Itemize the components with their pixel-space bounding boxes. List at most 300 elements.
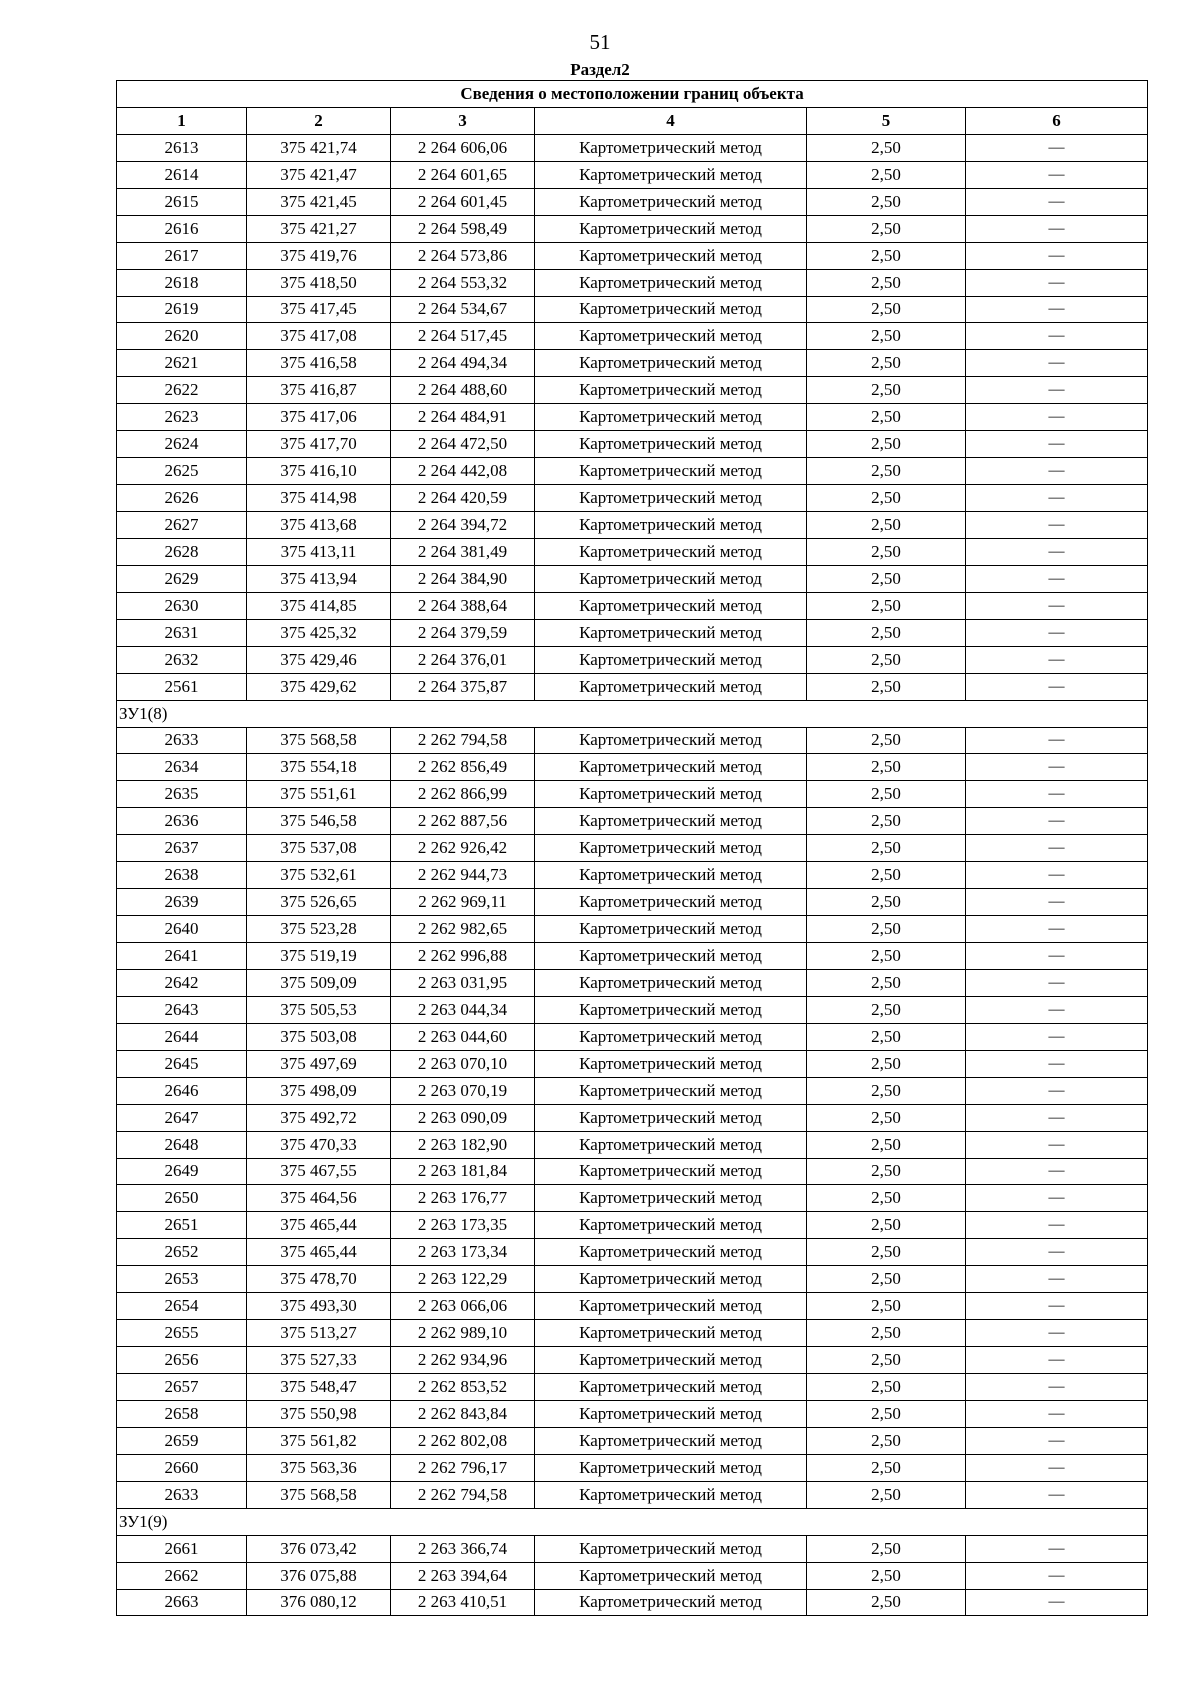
- description-cell: —: [966, 1535, 1148, 1562]
- y-coordinate-cell: 2 263 066,06: [391, 1293, 535, 1320]
- method-cell: Картометрический метод: [535, 1293, 807, 1320]
- description-cell: —: [966, 296, 1148, 323]
- x-coordinate-cell: 376 080,12: [247, 1589, 391, 1616]
- method-cell: Картометрический метод: [535, 350, 807, 377]
- accuracy-cell: 2,50: [807, 1562, 966, 1589]
- table-row: [117, 431, 1148, 458]
- description-cell: —: [966, 1589, 1148, 1616]
- table-row: [117, 350, 1148, 377]
- description-cell: —: [966, 862, 1148, 889]
- table-row: [117, 538, 1148, 565]
- table-row: [117, 808, 1148, 835]
- table-row: [117, 485, 1148, 512]
- accuracy-cell: 2,50: [807, 1400, 966, 1427]
- x-coordinate-cell: 375 421,27: [247, 215, 391, 242]
- method-cell: Картометрический метод: [535, 565, 807, 592]
- point-number-cell: 2617: [117, 242, 247, 269]
- method-cell: Картометрический метод: [535, 404, 807, 431]
- y-coordinate-cell: 2 263 366,74: [391, 1535, 535, 1562]
- y-coordinate-cell: 2 264 484,91: [391, 404, 535, 431]
- table-row: [117, 1050, 1148, 1077]
- table-row: [117, 727, 1148, 754]
- description-cell: —: [966, 1562, 1148, 1589]
- description-cell: —: [966, 1454, 1148, 1481]
- point-number-cell: 2653: [117, 1266, 247, 1293]
- point-number-cell: 2644: [117, 1023, 247, 1050]
- description-cell: —: [966, 1347, 1148, 1374]
- description-cell: —: [966, 754, 1148, 781]
- method-cell: Картометрический метод: [535, 1158, 807, 1185]
- description-cell: —: [966, 619, 1148, 646]
- y-coordinate-cell: 2 262 944,73: [391, 862, 535, 889]
- description-cell: —: [966, 1158, 1148, 1185]
- point-number-cell: 2620: [117, 323, 247, 350]
- table-row: [117, 134, 1148, 161]
- y-coordinate-cell: 2 264 553,32: [391, 269, 535, 296]
- y-coordinate-cell: 2 263 044,34: [391, 996, 535, 1023]
- x-coordinate-cell: 375 509,09: [247, 969, 391, 996]
- x-coordinate-cell: 375 492,72: [247, 1104, 391, 1131]
- method-cell: Картометрический метод: [535, 862, 807, 889]
- y-coordinate-cell: 2 262 996,88: [391, 943, 535, 970]
- point-number-cell: 2650: [117, 1185, 247, 1212]
- table-row: [117, 835, 1148, 862]
- y-coordinate-cell: 2 263 122,29: [391, 1266, 535, 1293]
- description-cell: —: [966, 1374, 1148, 1401]
- accuracy-cell: 2,50: [807, 592, 966, 619]
- x-coordinate-cell: 375 464,56: [247, 1185, 391, 1212]
- y-coordinate-cell: 2 264 601,45: [391, 188, 535, 215]
- accuracy-cell: 2,50: [807, 916, 966, 943]
- x-coordinate-cell: 375 416,58: [247, 350, 391, 377]
- table-row: [117, 458, 1148, 485]
- method-cell: Картометрический метод: [535, 619, 807, 646]
- description-cell: —: [966, 916, 1148, 943]
- point-number-cell: 2659: [117, 1427, 247, 1454]
- table-row: [117, 646, 1148, 673]
- x-coordinate-cell: 375 414,85: [247, 592, 391, 619]
- description-cell: —: [966, 889, 1148, 916]
- x-coordinate-cell: 375 513,27: [247, 1320, 391, 1347]
- point-number-cell: 2654: [117, 1293, 247, 1320]
- accuracy-cell: 2,50: [807, 565, 966, 592]
- table-row: [117, 296, 1148, 323]
- accuracy-cell: 2,50: [807, 1535, 966, 1562]
- table-row: [117, 1535, 1148, 1562]
- accuracy-cell: 2,50: [807, 996, 966, 1023]
- y-coordinate-cell: 2 262 866,99: [391, 781, 535, 808]
- description-cell: —: [966, 673, 1148, 700]
- method-cell: Картометрический метод: [535, 754, 807, 781]
- table-row: [117, 943, 1148, 970]
- description-cell: —: [966, 323, 1148, 350]
- description-cell: —: [966, 1050, 1148, 1077]
- point-number-cell: 2657: [117, 1374, 247, 1401]
- table-caption-row: [117, 81, 1148, 108]
- section-title: Раздел2: [570, 60, 630, 79]
- x-coordinate-cell: 375 548,47: [247, 1374, 391, 1401]
- x-coordinate-cell: 375 416,87: [247, 377, 391, 404]
- description-cell: —: [966, 969, 1148, 996]
- description-cell: —: [966, 781, 1148, 808]
- table-row: [117, 1293, 1148, 1320]
- y-coordinate-cell: 2 264 573,86: [391, 242, 535, 269]
- description-cell: —: [966, 538, 1148, 565]
- accuracy-cell: 2,50: [807, 1185, 966, 1212]
- y-coordinate-cell: 2 264 394,72: [391, 512, 535, 539]
- table-row: [117, 754, 1148, 781]
- method-cell: Картометрический метод: [535, 1266, 807, 1293]
- table-row: [117, 1481, 1148, 1508]
- x-coordinate-cell: 375 413,68: [247, 512, 391, 539]
- x-coordinate-cell: 375 417,06: [247, 404, 391, 431]
- point-number-cell: 2628: [117, 538, 247, 565]
- accuracy-cell: 2,50: [807, 1454, 966, 1481]
- method-cell: Картометрический метод: [535, 1212, 807, 1239]
- accuracy-cell: 2,50: [807, 1104, 966, 1131]
- point-number-cell: 2639: [117, 889, 247, 916]
- method-cell: Картометрический метод: [535, 1400, 807, 1427]
- accuracy-cell: 2,50: [807, 1266, 966, 1293]
- point-number-cell: 2651: [117, 1212, 247, 1239]
- accuracy-cell: 2,50: [807, 1320, 966, 1347]
- y-coordinate-cell: 2 264 606,06: [391, 134, 535, 161]
- method-cell: Картометрический метод: [535, 835, 807, 862]
- table-row: [117, 242, 1148, 269]
- accuracy-cell: 2,50: [807, 1427, 966, 1454]
- accuracy-cell: 2,50: [807, 1239, 966, 1266]
- method-cell: Картометрический метод: [535, 781, 807, 808]
- description-cell: —: [966, 592, 1148, 619]
- table-caption: Сведения о местоположении границ объекта: [117, 81, 1148, 108]
- accuracy-cell: 2,50: [807, 943, 966, 970]
- table-row: [117, 781, 1148, 808]
- description-cell: —: [966, 943, 1148, 970]
- table-row: [117, 1454, 1148, 1481]
- table-row: [117, 161, 1148, 188]
- method-cell: Картометрический метод: [535, 1481, 807, 1508]
- method-cell: Картометрический метод: [535, 269, 807, 296]
- accuracy-cell: 2,50: [807, 188, 966, 215]
- description-cell: —: [966, 1212, 1148, 1239]
- point-number-cell: 2619: [117, 296, 247, 323]
- point-number-cell: 2613: [117, 134, 247, 161]
- accuracy-cell: 2,50: [807, 1158, 966, 1185]
- description-cell: —: [966, 134, 1148, 161]
- method-cell: Картометрический метод: [535, 646, 807, 673]
- y-coordinate-cell: 2 264 598,49: [391, 215, 535, 242]
- x-coordinate-cell: 375 526,65: [247, 889, 391, 916]
- method-cell: Картометрический метод: [535, 727, 807, 754]
- y-coordinate-cell: 2 263 070,19: [391, 1077, 535, 1104]
- x-coordinate-cell: 375 467,55: [247, 1158, 391, 1185]
- table-row: [117, 404, 1148, 431]
- x-coordinate-cell: 375 465,44: [247, 1239, 391, 1266]
- y-coordinate-cell: 2 263 044,60: [391, 1023, 535, 1050]
- point-number-cell: 2660: [117, 1454, 247, 1481]
- point-number-cell: 2634: [117, 754, 247, 781]
- table-row: [117, 377, 1148, 404]
- accuracy-cell: 2,50: [807, 1212, 966, 1239]
- point-number-cell: 2626: [117, 485, 247, 512]
- y-coordinate-cell: 2 263 410,51: [391, 1589, 535, 1616]
- y-coordinate-cell: 2 264 488,60: [391, 377, 535, 404]
- y-coordinate-cell: 2 262 843,84: [391, 1400, 535, 1427]
- point-number-cell: 2637: [117, 835, 247, 862]
- description-cell: —: [966, 269, 1148, 296]
- method-cell: Картометрический метод: [535, 1077, 807, 1104]
- table-row: [117, 916, 1148, 943]
- y-coordinate-cell: 2 262 853,52: [391, 1374, 535, 1401]
- y-coordinate-cell: 2 264 494,34: [391, 350, 535, 377]
- description-cell: —: [966, 377, 1148, 404]
- accuracy-cell: 2,50: [807, 889, 966, 916]
- method-cell: Картометрический метод: [535, 161, 807, 188]
- y-coordinate-cell: 2 262 969,11: [391, 889, 535, 916]
- description-cell: —: [966, 404, 1148, 431]
- method-cell: Картометрический метод: [535, 1374, 807, 1401]
- y-coordinate-cell: 2 262 796,17: [391, 1454, 535, 1481]
- y-coordinate-cell: 2 264 442,08: [391, 458, 535, 485]
- method-cell: Картометрический метод: [535, 969, 807, 996]
- accuracy-cell: 2,50: [807, 1374, 966, 1401]
- point-number-cell: 2633: [117, 727, 247, 754]
- description-cell: —: [966, 996, 1148, 1023]
- x-coordinate-cell: 375 505,53: [247, 996, 391, 1023]
- x-coordinate-cell: 376 075,88: [247, 1562, 391, 1589]
- point-number-cell: 2640: [117, 916, 247, 943]
- point-number-cell: 2649: [117, 1158, 247, 1185]
- table-row: [117, 862, 1148, 889]
- method-cell: Картометрический метод: [535, 485, 807, 512]
- method-cell: Картометрический метод: [535, 134, 807, 161]
- accuracy-cell: 2,50: [807, 1293, 966, 1320]
- table-row: [117, 1266, 1148, 1293]
- description-cell: —: [966, 1400, 1148, 1427]
- method-cell: Картометрический метод: [535, 1535, 807, 1562]
- description-cell: —: [966, 485, 1148, 512]
- accuracy-cell: 2,50: [807, 512, 966, 539]
- x-coordinate-cell: 375 532,61: [247, 862, 391, 889]
- y-coordinate-cell: 2 262 802,08: [391, 1427, 535, 1454]
- description-cell: —: [966, 188, 1148, 215]
- y-coordinate-cell: 2 262 926,42: [391, 835, 535, 862]
- table-row: [117, 1212, 1148, 1239]
- y-coordinate-cell: 2 262 794,58: [391, 727, 535, 754]
- y-coordinate-cell: 2 264 384,90: [391, 565, 535, 592]
- table-row: [117, 1589, 1148, 1616]
- point-number-cell: 2632: [117, 646, 247, 673]
- accuracy-cell: 2,50: [807, 296, 966, 323]
- accuracy-cell: 2,50: [807, 808, 966, 835]
- accuracy-cell: 2,50: [807, 269, 966, 296]
- x-coordinate-cell: 375 429,62: [247, 673, 391, 700]
- page-number: 51: [589, 30, 611, 54]
- point-number-cell: 2630: [117, 592, 247, 619]
- y-coordinate-cell: 2 264 472,50: [391, 431, 535, 458]
- point-number-cell: 2624: [117, 431, 247, 458]
- method-cell: Картометрический метод: [535, 458, 807, 485]
- method-cell: Картометрический метод: [535, 673, 807, 700]
- y-coordinate-cell: 2 264 420,59: [391, 485, 535, 512]
- method-cell: Картометрический метод: [535, 1239, 807, 1266]
- column-header-4: 4: [535, 107, 807, 134]
- x-coordinate-cell: 375 417,70: [247, 431, 391, 458]
- accuracy-cell: 2,50: [807, 1023, 966, 1050]
- column-header-1: 1: [117, 107, 247, 134]
- table-row: [117, 512, 1148, 539]
- y-coordinate-cell: 2 263 394,64: [391, 1562, 535, 1589]
- table-row: [117, 1023, 1148, 1050]
- y-coordinate-cell: 2 262 982,65: [391, 916, 535, 943]
- point-number-cell: 2652: [117, 1239, 247, 1266]
- accuracy-cell: 2,50: [807, 646, 966, 673]
- table-row: [117, 188, 1148, 215]
- accuracy-cell: 2,50: [807, 835, 966, 862]
- method-cell: Картометрический метод: [535, 889, 807, 916]
- method-cell: Картометрический метод: [535, 916, 807, 943]
- accuracy-cell: 2,50: [807, 134, 966, 161]
- point-number-cell: 2655: [117, 1320, 247, 1347]
- point-number-cell: 2658: [117, 1400, 247, 1427]
- accuracy-cell: 2,50: [807, 1481, 966, 1508]
- point-number-cell: 2618: [117, 269, 247, 296]
- table-row: [117, 619, 1148, 646]
- accuracy-cell: 2,50: [807, 754, 966, 781]
- method-cell: Картометрический метод: [535, 1104, 807, 1131]
- y-coordinate-cell: 2 262 934,96: [391, 1347, 535, 1374]
- method-cell: Картометрический метод: [535, 808, 807, 835]
- accuracy-cell: 2,50: [807, 161, 966, 188]
- y-coordinate-cell: 2 264 388,64: [391, 592, 535, 619]
- column-header-row: [117, 107, 1148, 134]
- point-number-cell: 2645: [117, 1050, 247, 1077]
- table-row: [117, 1104, 1148, 1131]
- table-row: [117, 592, 1148, 619]
- point-number-cell: 2627: [117, 512, 247, 539]
- y-coordinate-cell: 2 263 090,09: [391, 1104, 535, 1131]
- x-coordinate-cell: 375 419,76: [247, 242, 391, 269]
- column-header-6: 6: [966, 107, 1148, 134]
- description-cell: —: [966, 1131, 1148, 1158]
- description-cell: —: [966, 1481, 1148, 1508]
- accuracy-cell: 2,50: [807, 862, 966, 889]
- table-row: [117, 1185, 1148, 1212]
- accuracy-cell: 2,50: [807, 538, 966, 565]
- y-coordinate-cell: 2 264 376,01: [391, 646, 535, 673]
- x-coordinate-cell: 375 568,58: [247, 727, 391, 754]
- x-coordinate-cell: 375 413,11: [247, 538, 391, 565]
- point-number-cell: 2647: [117, 1104, 247, 1131]
- method-cell: Картометрический метод: [535, 1347, 807, 1374]
- accuracy-cell: 2,50: [807, 1050, 966, 1077]
- table-row: [117, 323, 1148, 350]
- accuracy-cell: 2,50: [807, 781, 966, 808]
- y-coordinate-cell: 2 264 534,67: [391, 296, 535, 323]
- method-cell: Картометрический метод: [535, 1185, 807, 1212]
- point-number-cell: 2561: [117, 673, 247, 700]
- description-cell: —: [966, 1320, 1148, 1347]
- table-row: [117, 1320, 1148, 1347]
- point-number-cell: 2661: [117, 1535, 247, 1562]
- x-coordinate-cell: 375 425,32: [247, 619, 391, 646]
- method-cell: Картометрический метод: [535, 1562, 807, 1589]
- y-coordinate-cell: 2 263 176,77: [391, 1185, 535, 1212]
- accuracy-cell: 2,50: [807, 485, 966, 512]
- method-cell: Картометрический метод: [535, 323, 807, 350]
- description-cell: —: [966, 1023, 1148, 1050]
- method-cell: Картометрический метод: [535, 538, 807, 565]
- x-coordinate-cell: 375 493,30: [247, 1293, 391, 1320]
- x-coordinate-cell: 375 561,82: [247, 1427, 391, 1454]
- description-cell: —: [966, 1293, 1148, 1320]
- accuracy-cell: 2,50: [807, 350, 966, 377]
- description-cell: —: [966, 431, 1148, 458]
- table-body: [117, 134, 1148, 1616]
- table-row: [117, 269, 1148, 296]
- method-cell: Картометрический метод: [535, 215, 807, 242]
- method-cell: Картометрический метод: [535, 1131, 807, 1158]
- x-coordinate-cell: 375 478,70: [247, 1266, 391, 1293]
- table-row: [117, 1400, 1148, 1427]
- point-number-cell: 2663: [117, 1589, 247, 1616]
- point-number-cell: 2631: [117, 619, 247, 646]
- y-coordinate-cell: 2 263 173,34: [391, 1239, 535, 1266]
- method-cell: Картометрический метод: [535, 996, 807, 1023]
- point-number-cell: 2641: [117, 943, 247, 970]
- point-number-cell: 2662: [117, 1562, 247, 1589]
- y-coordinate-cell: 2 263 182,90: [391, 1131, 535, 1158]
- description-cell: —: [966, 1185, 1148, 1212]
- description-cell: —: [966, 1104, 1148, 1131]
- group-label: ЗУ1(9): [117, 1508, 1148, 1535]
- table-row: [117, 1077, 1148, 1104]
- y-coordinate-cell: 2 263 031,95: [391, 969, 535, 996]
- method-cell: Картометрический метод: [535, 1320, 807, 1347]
- accuracy-cell: 2,50: [807, 1077, 966, 1104]
- accuracy-cell: 2,50: [807, 619, 966, 646]
- x-coordinate-cell: 375 523,28: [247, 916, 391, 943]
- description-cell: —: [966, 512, 1148, 539]
- x-coordinate-cell: 375 418,50: [247, 269, 391, 296]
- x-coordinate-cell: 375 527,33: [247, 1347, 391, 1374]
- accuracy-cell: 2,50: [807, 404, 966, 431]
- x-coordinate-cell: 375 550,98: [247, 1400, 391, 1427]
- y-coordinate-cell: 2 262 856,49: [391, 754, 535, 781]
- x-coordinate-cell: 376 073,42: [247, 1535, 391, 1562]
- point-number-cell: 2614: [117, 161, 247, 188]
- boundary-coordinates-table: [116, 80, 1148, 1616]
- x-coordinate-cell: 375 554,18: [247, 754, 391, 781]
- accuracy-cell: 2,50: [807, 215, 966, 242]
- table-row: [117, 1131, 1148, 1158]
- x-coordinate-cell: 375 413,94: [247, 565, 391, 592]
- group-row: [117, 1508, 1148, 1535]
- accuracy-cell: 2,50: [807, 673, 966, 700]
- x-coordinate-cell: 375 498,09: [247, 1077, 391, 1104]
- x-coordinate-cell: 375 421,45: [247, 188, 391, 215]
- method-cell: Картометрический метод: [535, 377, 807, 404]
- description-cell: —: [966, 1427, 1148, 1454]
- method-cell: Картометрический метод: [535, 1050, 807, 1077]
- accuracy-cell: 2,50: [807, 323, 966, 350]
- y-coordinate-cell: 2 262 989,10: [391, 1320, 535, 1347]
- point-number-cell: 2642: [117, 969, 247, 996]
- accuracy-cell: 2,50: [807, 969, 966, 996]
- description-cell: —: [966, 808, 1148, 835]
- method-cell: Картометрический метод: [535, 1427, 807, 1454]
- point-number-cell: 2621: [117, 350, 247, 377]
